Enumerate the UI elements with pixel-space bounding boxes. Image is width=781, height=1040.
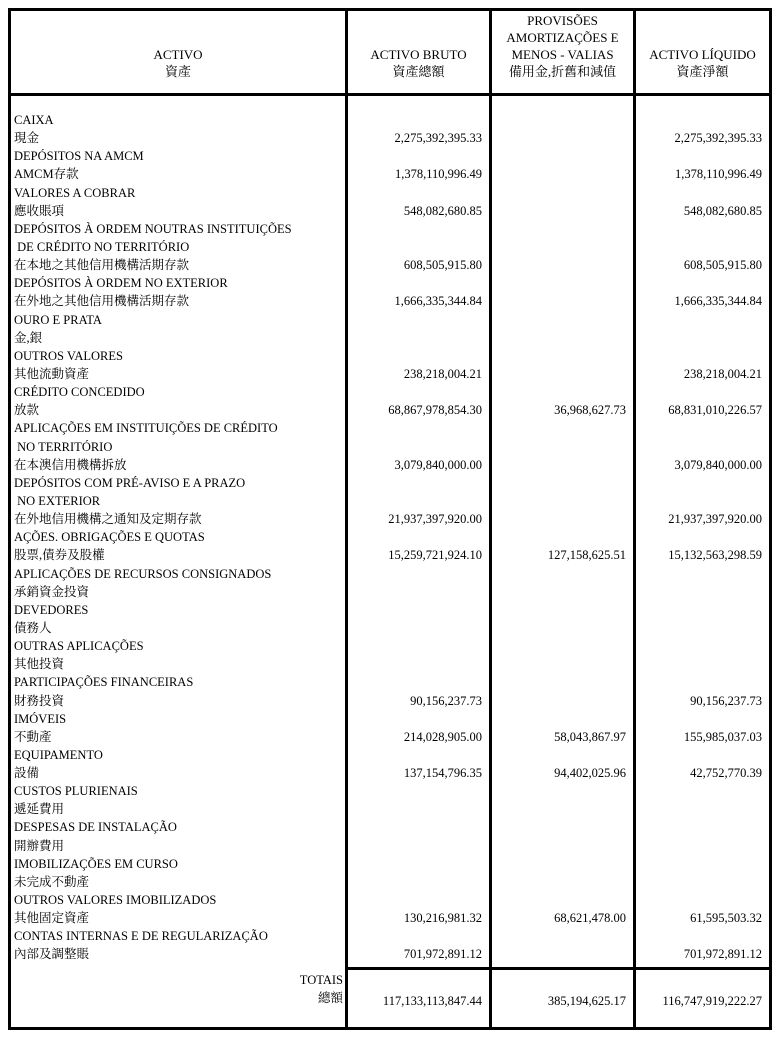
amount-provisoes [492,565,626,583]
amount-liquido: 608,505,915.80 [683,258,762,273]
amount-bruto [348,383,482,401]
amount-liquido [636,565,762,583]
amount-provisoes [492,365,626,383]
row-label-line: APLICAÇÕES DE RECURSOS CONSIGNADOS [14,566,272,581]
row-label-line: 在本地之其他信用機構活期存款 [14,258,190,273]
amount-bruto [348,601,482,619]
amount-provisoes [492,873,626,891]
row-label-line: AMCM存款 [14,167,79,182]
table-body [11,96,769,967]
amount-liquido: 68,831,010,226.57 [668,403,762,418]
row-label-line: 其他流動資產 [14,366,90,381]
amount-bruto [348,238,482,256]
amount-provisoes [492,292,626,310]
amount-liquido: 61,595,503.32 [690,911,762,926]
row-label-line: 金,銀 [14,330,43,345]
amount-bruto: 15,259,721,924.10 [388,548,482,563]
amount-bruto: 21,937,397,920.00 [388,512,482,527]
amount-bruto [348,782,482,800]
amount-bruto [348,619,482,637]
amount-provisoes [492,129,626,147]
amount-provisoes [492,945,626,963]
row-label-line: 在外地之其他信用機構活期存款 [14,294,190,309]
amount-liquido [636,800,762,818]
row-label-line: DEPÓSITOS À ORDEM NOUTRAS INSTITUIÇÕES [14,221,292,236]
header-col-bruto [348,11,492,93]
amount-bruto [348,818,482,836]
amount-bruto [348,474,482,492]
amount-liquido [636,710,762,728]
row-label-line: 遞延費用 [14,802,65,817]
amount-bruto [348,637,482,655]
row-label-line: 不動產 [14,729,52,744]
amount-provisoes [492,855,626,873]
amount-bruto [348,347,482,365]
row-label-line: 在本澳信用機構拆放 [14,457,127,472]
row-label-line: VALORES A COBRAR [14,185,136,200]
amount-bruto: 1,666,335,344.84 [394,294,482,309]
amount-provisoes [492,800,626,818]
row-label-line: OUTROS VALORES IMOBILIZADOS [14,893,217,908]
amount-provisoes [492,710,626,728]
amount-bruto: 214,028,905.00 [403,729,482,744]
row-label-line: CRÉDITO CONCEDIDO [14,385,145,400]
amount-provisoes [492,165,626,183]
amount-provisoes [492,238,626,256]
row-label-line: OURO E PRATA [14,312,102,327]
col-activo [11,96,348,967]
header-line: ACTIVO LÍQUIDO [649,47,756,62]
amount-liquido: 1,666,335,344.84 [674,294,762,309]
amount-bruto [348,891,482,909]
row-label-line: DEPÓSITOS NA AMCM [14,149,144,164]
row-label-line: CAIXA [14,113,54,127]
total-amount-liquido: 116,747,919,222.27 [662,994,762,1008]
header-line: PROVISÕES [527,13,598,28]
amount-bruto: 238,218,004.21 [403,366,482,381]
amount-provisoes [492,202,626,220]
amount-provisoes [492,510,626,528]
amount-bruto: 701,972,891.12 [403,947,482,962]
amount-liquido [636,583,762,601]
amount-provisoes: 36,968,627.73 [554,403,626,418]
amount-liquido: 15,132,563,298.59 [668,548,762,563]
table-totals-row [11,967,769,1027]
header-line: 備用金,折舊和減值 [508,64,617,79]
amount-liquido [636,311,762,329]
amount-liquido [636,474,762,492]
amount-liquido: 238,218,004.21 [683,366,762,381]
amount-liquido [636,184,762,202]
amount-bruto [348,710,482,728]
amount-liquido: 21,937,397,920.00 [668,512,762,527]
amount-bruto: 3,079,840,000.00 [394,457,482,472]
amount-liquido: 90,156,237.73 [690,693,762,708]
amount-liquido [636,746,762,764]
amount-liquido [636,927,762,945]
amount-provisoes [492,274,626,292]
header-line: ACTIVO [153,47,203,62]
row-label-line: 股票,債券及股權 [14,548,105,563]
amount-provisoes [492,746,626,764]
row-label-line: NO EXTERIOR [14,493,101,508]
amount-liquido [636,837,762,855]
amount-liquido [636,637,762,655]
amount-provisoes [492,347,626,365]
amount-provisoes [492,311,626,329]
amount-provisoes [492,256,626,274]
amount-bruto: 608,505,915.80 [403,258,482,273]
amount-provisoes [492,601,626,619]
amount-provisoes [492,220,626,238]
totals-label [11,967,348,1027]
amount-provisoes [492,927,626,945]
total-spacer [636,974,762,992]
header-col-liquido [636,11,769,93]
totals-label-zh: 總額 [317,991,343,1005]
amount-liquido: 1,378,110,996.49 [674,167,762,182]
amount-liquido [636,782,762,800]
total-amount-bruto: 117,133,113,847.44 [382,994,482,1008]
amount-provisoes [492,111,626,129]
amount-provisoes [492,782,626,800]
amount-provisoes [492,619,626,637]
header-line: ACTIVO BRUTO [370,47,467,62]
amount-liquido [636,492,762,510]
row-label-line: 在外地信用機構之通知及定期存款 [14,512,202,527]
col-provisoes [492,96,636,967]
header-col-activo [11,11,348,93]
amount-bruto [348,746,482,764]
amount-liquido [636,601,762,619]
total-cell-liquido [636,967,769,1027]
amount-provisoes [492,692,626,710]
row-label-line: NO TERRITÓRIO [14,439,113,454]
total-amount-provisoes: 385,194,625.17 [547,994,626,1008]
amount-bruto [348,419,482,437]
amount-provisoes [492,184,626,202]
amount-provisoes [492,637,626,655]
amount-provisoes: 127,158,625.51 [547,548,626,563]
header-line: 資產淨額 [676,64,729,79]
amount-bruto: 2,275,392,395.33 [394,131,482,146]
amount-bruto [348,655,482,673]
amount-provisoes [492,818,626,836]
amount-liquido: 701,972,891.12 [683,947,762,962]
row-label-line: DEPÓSITOS À ORDEM NO EXTERIOR [14,276,228,291]
row-label-line: DESPESAS DE INSTALAÇÃO [14,820,177,835]
amount-bruto [348,438,482,456]
amount-liquido: 2,275,392,395.33 [674,131,762,146]
amount-liquido [636,238,762,256]
row-label-line: OUTRAS APLICAÇÕES [14,639,144,654]
amount-liquido: 3,079,840,000.00 [674,457,762,472]
row-label-line: IMOBILIZAÇÕES EM CURSO [14,856,178,871]
amount-liquido [636,818,762,836]
amount-bruto [348,329,482,347]
col-activo-liquido [636,96,769,967]
row-label-line: APLICAÇÕES EM INSTITUIÇÕES DE CRÉDITO [14,421,278,436]
amount-liquido [636,329,762,347]
amount-liquido [636,383,762,401]
amount-bruto [348,673,482,691]
col-activo-bruto [348,96,492,967]
assets-balance-sheet-table [8,8,772,1030]
total-cell-provisoes [492,967,636,1027]
amount-provisoes [492,329,626,347]
amount-bruto [348,311,482,329]
row-label-line: 其他固定資產 [14,911,90,926]
amount-bruto [348,927,482,945]
row-label-line: 財務投資 [14,693,65,708]
amount-bruto [348,492,482,510]
amount-liquido [636,274,762,292]
amount-liquido [636,855,762,873]
amount-provisoes [492,583,626,601]
row-label-line: OUTROS VALORES [14,348,123,363]
table-header-row [11,11,769,96]
amount-bruto: 90,156,237.73 [410,693,482,708]
amount-bruto: 137,154,796.35 [403,766,482,781]
amount-bruto [348,220,482,238]
header-line: 資產 [164,64,191,79]
amount-liquido [636,419,762,437]
amount-provisoes [492,147,626,165]
amount-liquido [636,655,762,673]
amount-liquido: 548,082,680.85 [683,203,762,218]
amount-bruto [348,528,482,546]
amount-liquido [636,347,762,365]
row-label-line: EQUIPAMENTO [14,747,103,762]
amount-bruto: 130,216,981.32 [403,911,482,926]
amount-bruto [348,855,482,873]
row-label-line: 放款 [14,403,40,418]
amount-bruto [348,837,482,855]
row-label-line: 開辦費用 [14,838,65,853]
amount-bruto [348,274,482,292]
amount-bruto [348,873,482,891]
amount-provisoes: 58,043,867.97 [554,729,626,744]
amount-provisoes [492,456,626,474]
amount-liquido [636,673,762,691]
row-label-line: 未完成不動產 [14,874,90,889]
header-col-provisoes [492,11,636,93]
row-label-line: 債務人 [14,620,52,635]
row-label-line: 設備 [14,766,40,781]
amount-bruto: 1,378,110,996.49 [394,167,482,182]
amount-bruto: 548,082,680.85 [403,203,482,218]
amount-liquido [636,438,762,456]
row-label-line: 承銷資金投資 [14,584,90,599]
amount-bruto [348,111,482,129]
header-line: MENOS - VALIAS [511,47,614,62]
row-label-line: CUSTOS PLURIENAIS [14,784,138,799]
amount-liquido [636,220,762,238]
row-label-line: DEVEDORES [14,602,89,617]
amount-bruto: 68,867,978,854.30 [388,403,482,418]
row-label-line: DEPÓSITOS COM PRÉ-AVISO E A PRAZO [14,475,246,490]
row-label-line: 其他投資 [14,657,65,672]
row-label-line: AÇÕES. OBRIGAÇÕES E QUOTAS [14,530,205,545]
amount-provisoes: 94,402,025.96 [554,766,626,781]
total-spacer [348,974,482,992]
amount-bruto [348,583,482,601]
amount-liquido [636,891,762,909]
amount-liquido [636,528,762,546]
row-label-line: CONTAS INTERNAS E DE REGULARIZAÇÃO [14,929,268,944]
amount-provisoes [492,492,626,510]
amount-liquido [636,111,762,129]
amount-provisoes [492,528,626,546]
amount-bruto [348,184,482,202]
row-label-line: IMÓVEIS [14,711,67,726]
amount-bruto [348,565,482,583]
amount-liquido: 155,985,037.03 [683,729,762,744]
amount-liquido [636,873,762,891]
amount-provisoes [492,837,626,855]
row-label-line: PARTICIPAÇÕES FINANCEIRAS [14,675,194,690]
row-label-line: 現金 [14,131,40,146]
amount-provisoes [492,891,626,909]
row-label-line: 內部及調整賬 [14,947,90,962]
amount-bruto [348,800,482,818]
amount-provisoes [492,383,626,401]
header-line: AMORTIZAÇÕES E [506,30,619,45]
row-label-line: 應收賬項 [14,203,65,218]
amount-liquido [636,147,762,165]
header-line: 資產總額 [392,64,445,79]
amount-provisoes [492,474,626,492]
totals-label-pt: TOTAIS [299,973,343,987]
amount-liquido [636,619,762,637]
row-label-line: DE CRÉDITO NO TERRITÓRIO [14,239,190,254]
total-cell-bruto [348,967,492,1027]
amount-bruto [348,147,482,165]
amount-provisoes: 68,621,478.00 [554,911,626,926]
amount-provisoes [492,655,626,673]
amount-provisoes [492,438,626,456]
amount-provisoes [492,419,626,437]
total-spacer [492,974,626,992]
amount-provisoes [492,673,626,691]
amount-liquido: 42,752,770.39 [690,766,762,781]
